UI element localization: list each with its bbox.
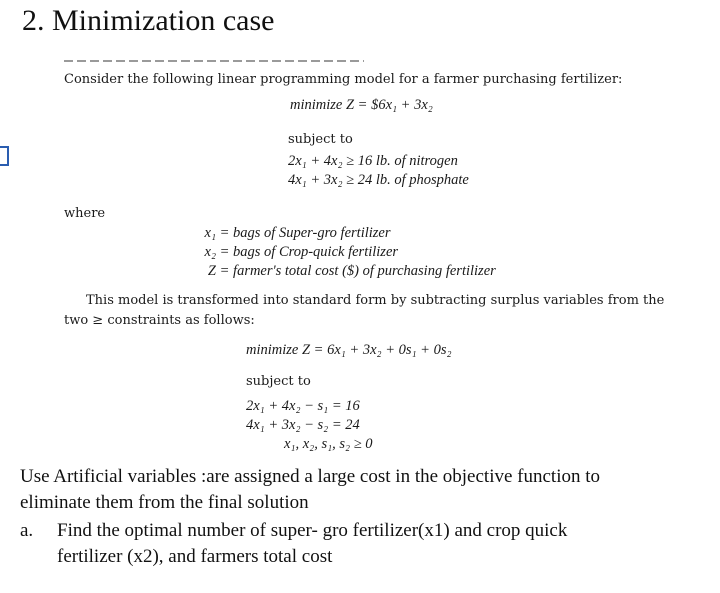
nonnegativity-constraint: x₁, x₂, s₁, s₂ ≥ 0 bbox=[284, 436, 373, 452]
standard-objective: minimize Z = 6x₁ + 3x₂ + 0s₁ + 0s₂ bbox=[246, 342, 452, 358]
definition-row bbox=[196, 262, 496, 281]
question-line1: Find the optimal number of super- gro fertilizer(x1) and crop quick bbox=[57, 520, 568, 541]
faded-heading-divider bbox=[64, 60, 364, 62]
transform-text-line2: two ≥ constraints as follows: bbox=[64, 313, 255, 328]
transform-text-line1: This model is transformed into standard form by subtracting surplus variables from the bbox=[86, 293, 665, 308]
subject-to-label: subject to bbox=[288, 132, 353, 147]
standard-constraint-2: 4x₁ + 3x₂ − s₂ = 24 bbox=[246, 417, 360, 433]
objective-function: minimize Z = $6x₁ + 3x₂ bbox=[290, 97, 433, 113]
definition-text: = bags of Crop-quick fertilizer bbox=[219, 244, 399, 260]
definition-row bbox=[196, 224, 496, 243]
constraint-nitrogen: 2x₁ + 4x₂ ≥ 16 lb. of nitrogen bbox=[288, 153, 458, 169]
definition-symbol: x₁ bbox=[204, 225, 216, 241]
standard-constraint-1: 2x₁ + 4x₂ − s₁ = 16 bbox=[246, 398, 360, 414]
definition-row bbox=[196, 243, 496, 262]
page-title: 2. Minimization case bbox=[22, 4, 275, 37]
variable-definitions bbox=[196, 224, 496, 281]
question-line2: fertilizer (x2), and farmers total cost bbox=[57, 546, 333, 567]
question-label: a. bbox=[20, 520, 34, 541]
definition-symbol: Z bbox=[207, 263, 216, 279]
where-label: where bbox=[64, 206, 106, 221]
definition-symbol: x₂ bbox=[204, 244, 216, 260]
selection-marker-icon bbox=[0, 146, 9, 166]
constraint-phosphate: 4x₁ + 3x₂ ≥ 24 lb. of phosphate bbox=[288, 172, 469, 188]
intro-text: Consider the following linear programming model for a farmer purchasing fertilizer: bbox=[64, 72, 623, 87]
subject-to-label-2: subject to bbox=[246, 374, 311, 389]
artificial-variables-line1: Use Artificial variables :are assigned a large cost in the objective function to bbox=[20, 466, 601, 487]
definition-text: = bags of Super-gro fertilizer bbox=[219, 225, 391, 241]
artificial-variables-line2: eliminate them from the final solution bbox=[20, 492, 309, 513]
definition-text: = farmer's total cost ($) of purchasing fertilizer bbox=[219, 263, 496, 279]
